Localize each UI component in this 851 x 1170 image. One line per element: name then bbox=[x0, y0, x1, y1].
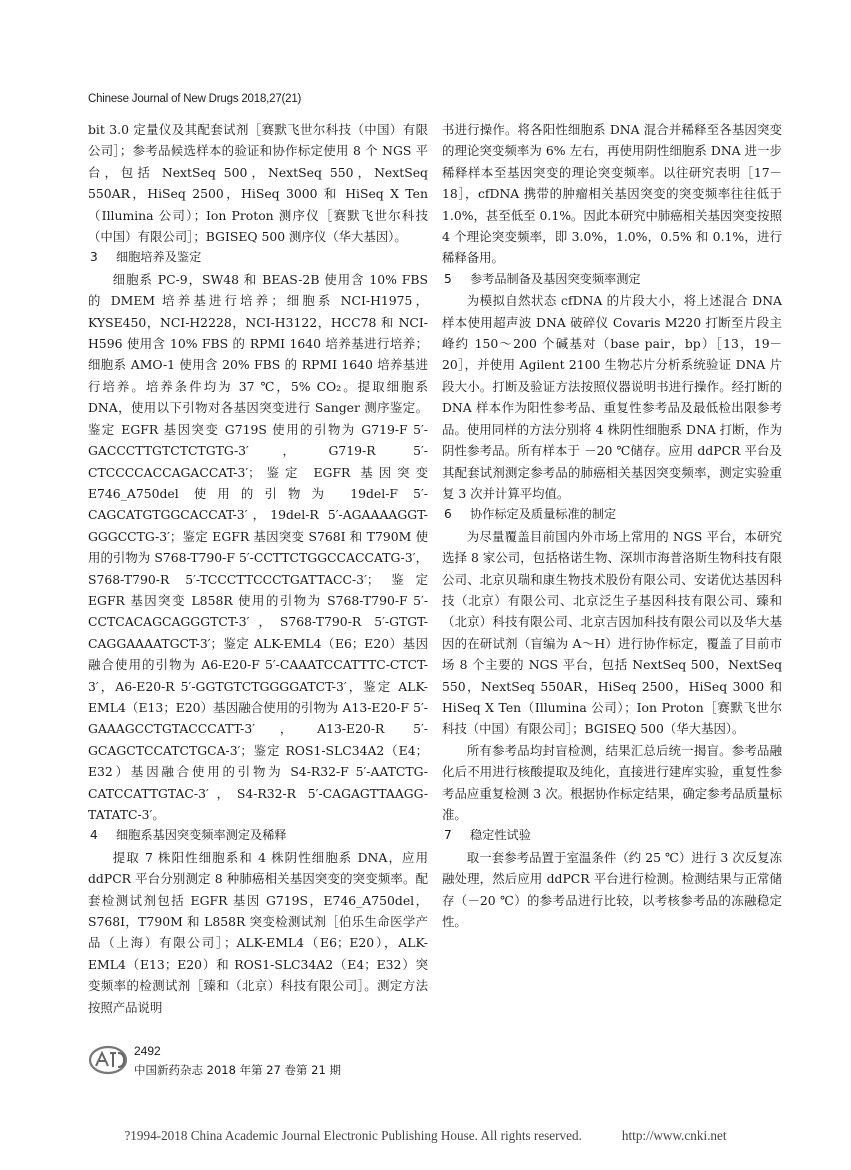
section-title: 细胞培养及鉴定 bbox=[116, 250, 202, 265]
section-number: 3 bbox=[90, 250, 98, 265]
section-heading bbox=[442, 269, 782, 290]
copyright-line bbox=[0, 1128, 851, 1144]
right-column bbox=[442, 119, 782, 932]
section-title: 参考品制备及基因突变频率测定 bbox=[470, 271, 641, 286]
left-column bbox=[88, 119, 428, 1018]
body-paragraph: 细胞系 PC-9，SW48 和 BEAS-2B 使用含 10% FBS 的 DMEM 培养基进行培养；细胞系 NCI-H1975，KYSE450，NCI-H2228，NCI-H3122，HCC78 和 NCI-H596 使用含 10% FBS 的 RPMI 1640 培养基进行培养；细胞系 AMO-1 使用含 20% FBS 的 RPMI 1640 培养基进行培养。培养条件均为 37 ℃，5% CO₂。提取细胞系 DNA，使用以下引物对各基因突变进行 Sanger 测序鉴定。鉴定 EGFR 基因突变 G719S 使用的引物为 G719-F 5′-GACCCTTGTCTCTGTG-3′，G719-R 5′-CTCCCCACCAGACCAT-3′；鉴定 EGFR 基因突变 E746_A750del 使用的引物为 19del-F 5′-CAGCATGTGGCACCAT-3′，19del-R 5′-AGAAAAGGT-GGGCCTG-3′；鉴定 EGFR 基因突变 S768I 和 T790M 使用的引物为 S768-T790-F 5′-CCTTCTGGCCACCATG-3′，S768-T790-R 5′-TCCCTTCCCTGATTACC-3′；鉴定 EGFR 基因突变 L858R 使用的引物为 S768-T790-F 5′-CCTCACAGCAGGGTCT-3′，S768-T790-R 5′-GTGT-CAGGAAAATGCT-3′；鉴定 ALK-EML4（E6；E20）基因融合使用的引物为 A6-E20-F 5′-CAAATCCATTTC-CTCT-3′，A6-E20-R 5′-GGTGTCTGGGGATCT-3′，鉴定 ALK-EML4（E13；E20）基因融合使用的引物为 A13-E20-F 5′-GAAAGCCTGTACCCATT-3′，A13-E20-R 5′-GCAGCTCCATCTGCA-3′；鉴定 ROS1-SLC34A2（E4；E32）基因融合使用的引物为 S4-R32-F 5′-AATCTG-CATCCATTGTAC-3′，S4-R32-R 5′-CAGAGTTAAGG-TATATC-3′。 bbox=[88, 271, 428, 822]
section-number: 4 bbox=[90, 828, 98, 843]
section-number: 6 bbox=[444, 507, 452, 522]
cnki-link[interactable]: http://www.cnki.net bbox=[621, 1128, 727, 1143]
copyright-text: ?1994-2018 China Academic Journal Electronic Publishing House. All rights reserved. bbox=[124, 1128, 582, 1143]
section-heading bbox=[442, 504, 782, 525]
body-paragraph: 为模拟自然状态 cfDNA 的片段大小，将上述混合 DNA 样本使用超声波 DNA 破碎仪 Covaris M220 打断至片段主峰约 150～200 个碱基对（base pair，bp）［13，19－20］，并使用 Agilent 2100 生物芯片分析系统验证 DNA 片段大小。打断及验证方法按照仪器说明书进行操作。经打断的 DNA 样本作为阳性参考品、重复性参考品及最低检出限参考品。使用同样的方法分别将 4 株阴性细胞系 DNA 打断，作为阴性参考品。所有样本于 －20 ℃储存。应用 ddPCR 平台及其配套试剂测定参考品的肺癌相关基因突变频率，测定实验重复 3 次并计算平均值。 bbox=[442, 293, 782, 501]
section-title: 协作标定及质量标准的制定 bbox=[470, 507, 617, 522]
section-number: 7 bbox=[444, 828, 452, 843]
body-paragraph: 提取 7 株阳性细胞系和 4 株阴性细胞系 DNA，应用 ddPCR 平台分别测定 8 种肺癌相关基因突变的突变频率。配套检测试剂包括 EGFR 基因 G719S，E746_A750del，S768I，T790M 和 L858R 突变检测试剂［伯乐生命医学产品（上海）有限公司］；ALK-EML4（E6；E20），ALK-EML4（E13；E20）和 ROS1-SLC34A2（E4；E32）突变频率的检测试剂［臻和（北京）科技有限公司］。测定方法按照产品说明 bbox=[88, 849, 428, 1015]
body-paragraph: 为尽量覆盖目前国内外市场上常用的 NGS 平台，本研究选择 8 家公司，包括格诺生物、深圳市海普洛斯生物科技有限公司、北京贝瑞和康生物技术股份有限公司、安诺优达基因科技（北京）有限公司、北京泛生子基因科技有限公司、臻和（北京）科技有限公司、北京吉因加科技有限公司以及华大基因的在研试剂（盲编为 A～H）进行协作标定，覆盖了目前市场 8 个主要的 NGS 平台，包括 NextSeq 500，NextSeq 550，NextSeq 550AR，HiSeq 2500，HiSeq 3000 和 HiSeq X Ten（Illumina 公司）；Ion Proton［赛默飞世尔科技（中国）有限公司］；BGISEQ 500（华大基因）。 bbox=[442, 528, 782, 737]
page-footer bbox=[88, 1040, 448, 1084]
section-number: 5 bbox=[444, 271, 452, 286]
page-number: 2492 bbox=[134, 1044, 161, 1058]
journal-name-cn: 中国新药杂志 2018 年第 27 卷第 21 期 bbox=[134, 1063, 341, 1077]
section-title: 细胞系基因突变频率测定及稀释 bbox=[116, 828, 287, 843]
section-heading bbox=[442, 825, 782, 846]
body-paragraph: bit 3.0 定量仪及其配套试剂［赛默飞世尔科技（中国）有限公司］；参考品候选样本的验证和协作标定使用 8 个 NGS 平台，包括 NextSeq 500，NextSeq 550，NextSeq 550AR，HiSeq 2500，HiSeq 3000 和 HiSeq X Ten（Illumina 公司）；Ion Proton 测序仪［赛默飞世尔科技（中国）有限公司］；BGISEQ 500 测序仪（华大基因）。 bbox=[88, 122, 428, 245]
body-paragraph: 书进行操作。将各阳性细胞系 DNA 混合并稀释至各基因突变的理论突变频率为 6% 左右，再使用阴性细胞系 DNA 进一步稀释样本至基因突变的理论突变频率。以往研究表明［17－18］，cfDNA 携带的肿瘤相关基因突变的突变频率往往低于 1.0%，甚至低至 0.1%。因此本研究中肺癌相关基因突变按照 4 个理论突变频率，即 3.0%，1.0%，0.5% 和 0.1%，进行稀释备用。 bbox=[442, 122, 782, 266]
body-paragraph: 所有参考品均封盲检测，结果汇总后统一揭盲。参考品融化后不用进行核酸提取及纯化，直接进行建库实验，重复性参考品应重复检测 3 次。根据协作标定结果，确定参考品质量标准。 bbox=[442, 742, 782, 822]
section-heading bbox=[88, 247, 428, 268]
section-title: 稳定性试验 bbox=[470, 828, 531, 843]
journal-logo-icon bbox=[88, 1042, 128, 1078]
section-heading bbox=[88, 825, 428, 846]
running-header: Chinese Journal of New Drugs 2018,27(21) bbox=[88, 93, 302, 105]
body-paragraph: 取一套参考品置于室温条件（约 25 ℃）进行 3 次反复冻融处理，然后应用 ddPCR 平台进行检测。检测结果与正常储存（－20 ℃）的参考品进行比较，以考核参考品的冻融稳定性。 bbox=[442, 849, 782, 930]
